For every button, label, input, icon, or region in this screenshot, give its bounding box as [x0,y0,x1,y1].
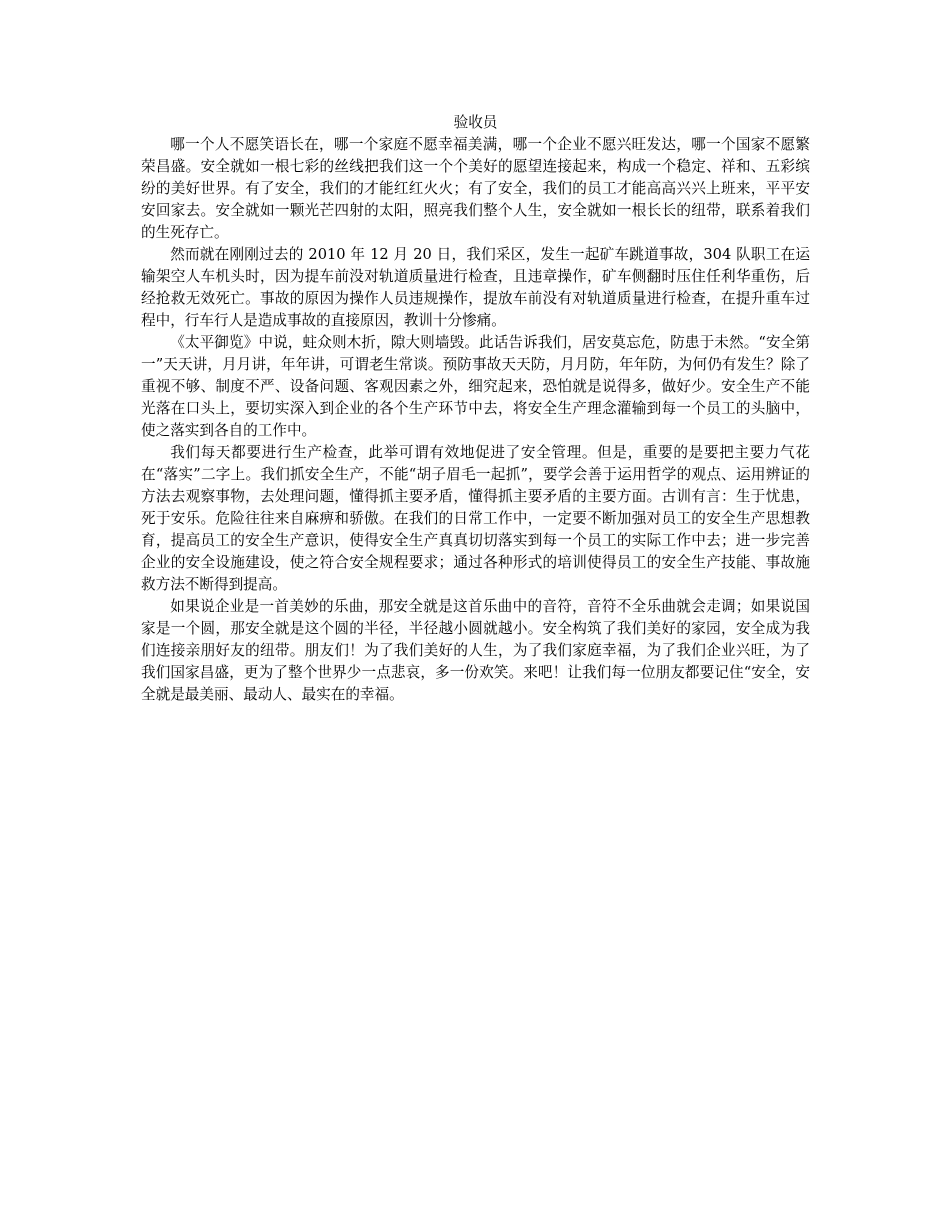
document-body [141,112,810,706]
paragraph-5: 如果说企业是一首美妙的乐曲，那安全就是这首乐曲中的音符，音符不全乐曲就会走调；如果说国家是一个圆，那安全就是这个圆的半径，半径越小圆就越小。安全构筑了我们美好的家园，安全成为我们连接亲朋好友的纽带。朋友们！为了我们美好的人生，为了我们家庭幸福，为了我们企业兴旺，为了我们国家昌盛，更为了整个世界少一点悲哀，多一份欢笑。来吧！让我们每一位朋友都要记住“安全，安全就是最美丽、最动人、最实在的幸福。 [141,598,810,703]
paragraph-1: 哪一个人不愿笑语长在，哪一个家庭不愿幸福美满，哪一个企业不愿兴旺发达，哪一个国家不愿繁荣昌盛。安全就如一根七彩的丝线把我们这一个个美好的愿望连接起来，构成一个稳定、祥和、五彩缤纷的美好世界。有了安全，我们的才能红红火火；有了安全，我们的员工才能高高兴兴上班来，平平安安回家去。安全就如一颗光芒四射的太阳，照亮我们整个人生，安全就如一根长长的纽带，联系着我们的生死存亡。 [141,136,810,241]
paragraph-3: 《太平御览》中说，蛀众则木折，隙大则墙毁。此话告诉我们，居安莫忘危，防患于未然。“安全第一”天天讲，月月讲，年年讲，可谓老生常谈。预防事故天天防，月月防，年年防，为何仍有发生？除了重视不够、制度不严、设备问题、客观因素之外，细究起来，恐怕就是说得多，做好少。安全生产不能光落在口头上，要切实深入到企业的各个生产环节中去，将安全生产理念灌输到每一个员工的头脑中，使之落实到各自的工作中。 [141,334,810,439]
document-title: 验收员 [453,114,498,131]
paragraph-4: 我们每天都要进行生产检查，此举可谓有效地促进了安全管理。但是，重要的是要把主要力气花在“落实”二字上。我们抓安全生产，不能“胡子眉毛一起抓”，要学会善于运用哲学的观点、运用辨证的方法去观察事物，去处理问题，懂得抓主要矛盾，懂得抓主要矛盾的主要方面。古训有言：生于忧患，死于安乐。危险往往来自麻痹和骄傲。在我们的日常工作中，一定要不断加强对员工的安全生产思想教育，提高员工的安全生产意识，使得安全生产真真切切落实到每一个员工的实际工作中去；进一步完善企业的安全设施建设，使之符合安全规程要求；通过各种形式的培训使得员工的安全生产技能、事故施救方法不断得到提高。 [141,444,810,593]
paragraph-2: 然而就在刚刚过去的 2010 年 12 月 20 日，我们采区，发生一起矿车跳道事故，304 队职工在运输架空人车机头时，因为提车前没对轨道质量进行检查，且违章操作，矿车侧翻时压住任利华重伤，后经抢救无效死亡。事故的原因为操作人员违规操作，提放车前没有对轨道质量进行检查，在提升重车过程中，行车行人是造成事故的直接原因，教训十分惨痛。 [141,246,810,329]
